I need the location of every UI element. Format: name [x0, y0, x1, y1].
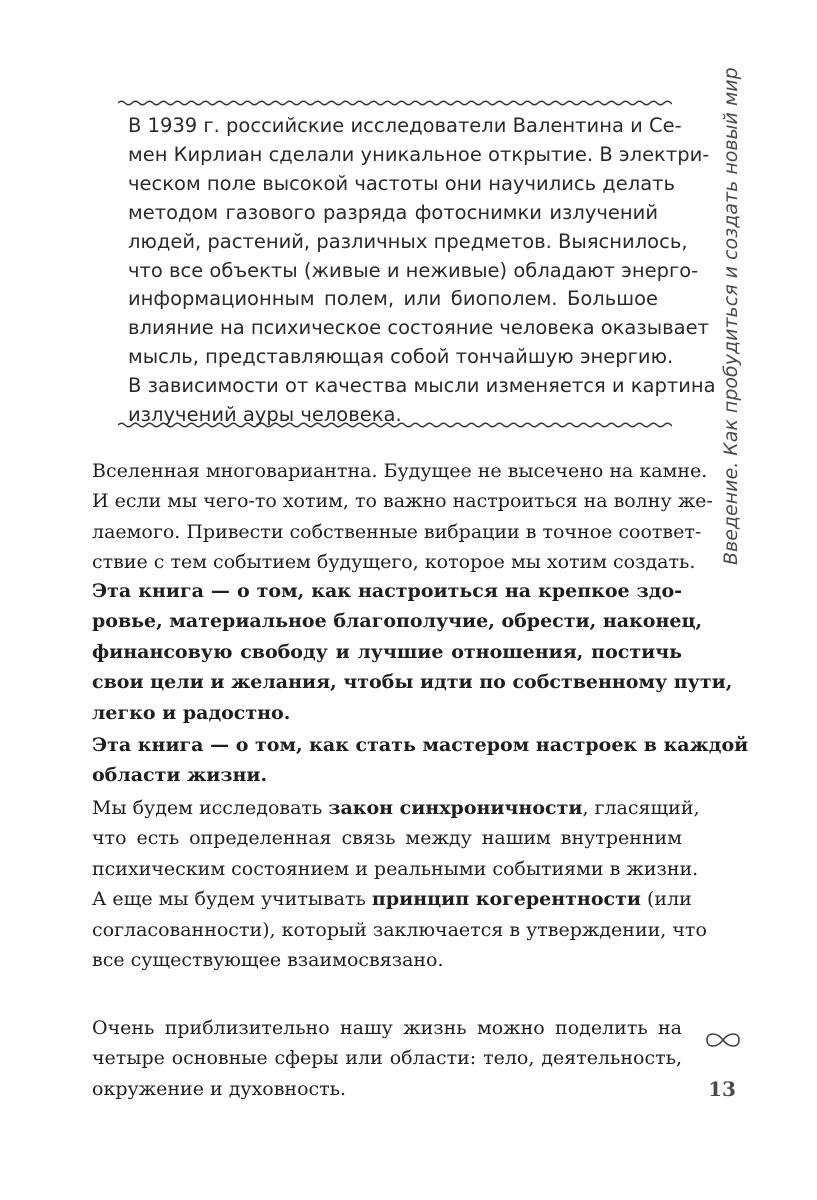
text-line: Вселенная многовариантна. Будущее не высечено на камне.: [92, 460, 708, 482]
note-line: излучений ауры человека.: [128, 403, 402, 427]
text-fragment: Мы будем исследовать: [92, 797, 329, 819]
page-number: 13: [708, 1077, 736, 1101]
text-line: что есть определенная связь между нашим внутренним: [92, 827, 682, 850]
text-line: области жизни.: [92, 764, 268, 787]
paragraph-book-about-health: [92, 576, 733, 728]
note-line: методом газового разряда фотоснимки излучений: [128, 200, 658, 224]
text-line: [92, 793, 700, 823]
note-line: мен Кирлиан сделали уникальное открытие. В электри-: [128, 142, 710, 166]
note-line: В 1939 г. российские исследователи Валентина и Се-: [128, 114, 682, 137]
boxed-note: [128, 112, 716, 430]
text-line: все существующее взаимосвязано.: [92, 949, 444, 972]
running-head: [700, 67, 742, 570]
paragraph-four-spheres: [92, 1013, 682, 1104]
text-line: И если мы чего-то хотим, то важно настроиться на волну же-: [92, 490, 713, 513]
note-line: В зависимости от качества мысли изменяется и картина: [128, 374, 716, 398]
term-synchronicity: закон синхроничности: [328, 797, 583, 819]
text-line: [92, 884, 692, 914]
note-line: что все объекты (живые и неживые) обладают энерго-: [128, 258, 699, 282]
wavy-divider-top: [118, 96, 672, 110]
running-head-text: Введение. Как пробудиться и создать новый мир: [720, 67, 742, 565]
note-line: информационным полем, или биополем. Большое: [128, 287, 658, 311]
paragraph-multivariant: [92, 456, 713, 578]
text-fragment: , гласящий,: [582, 797, 700, 819]
text-line: четыре основные сферы или области: тело, деятельность,: [92, 1047, 682, 1070]
text-line: окружение и духовность.: [92, 1077, 347, 1100]
text-fragment: А еще мы будем учитывать: [92, 888, 372, 911]
text-line: психическим состоянием и реальными событиями в жизни.: [92, 857, 699, 880]
text-line: ствие с тем событием будущего, которое мы хотим создать.: [92, 551, 696, 574]
paragraph-synchronicity: [92, 793, 707, 975]
text-line: Эта книга — о том, как настроиться на крепкое здо-: [92, 580, 682, 602]
text-line: финансовую свободу и лучшие отношения, постичь: [92, 640, 682, 663]
text-line: лаемого. Привести собственные вибрации в точное соответ-: [92, 520, 702, 543]
paragraph-book-about-mastery: [92, 730, 749, 791]
text-line: ровье, материальное благополучие, обрести, наконец,: [92, 610, 703, 633]
note-line: мысль, представляющая собой тончайшую энергию.: [128, 345, 674, 369]
wavy-divider-bottom: [118, 418, 672, 432]
text-fragment: (или: [640, 888, 692, 911]
note-line: людей, растений, различных предметов. Выяснилось,: [128, 229, 688, 253]
text-line: Эта книга — о том, как стать мастером настроек в каждой: [92, 734, 749, 756]
note-line: ческом поле высокой частоты они научились делать: [128, 171, 676, 195]
text-line: свои цели и желания, чтобы идти по собственному пути,: [92, 671, 733, 694]
infinity-icon: [703, 1030, 743, 1050]
term-coherence: принцип когерентности: [371, 888, 641, 911]
text-line: Очень приблизительно нашу жизнь можно поделить на: [92, 1017, 682, 1039]
note-line: влияние на психическое состояние человека оказывает: [128, 316, 709, 340]
text-line: согласованности), который заключается в утверждении, что: [92, 918, 707, 941]
text-line: легко и радостно.: [92, 701, 291, 724]
